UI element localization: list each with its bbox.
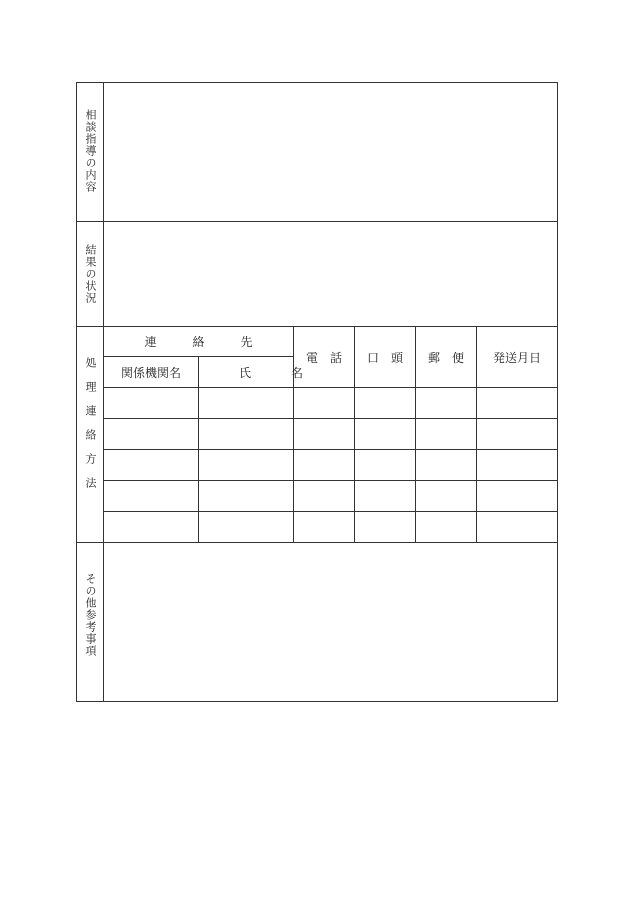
other-notes-field[interactable]	[104, 543, 558, 702]
name-cell[interactable]	[199, 450, 294, 481]
send-date-cell[interactable]	[477, 450, 558, 481]
table-row	[77, 388, 558, 419]
result-status-label: 結果の状況	[84, 244, 97, 304]
name-cell[interactable]	[199, 419, 294, 450]
verbal-cell[interactable]	[355, 512, 416, 543]
result-status-row	[77, 222, 558, 327]
phone-cell[interactable]	[294, 481, 355, 512]
other-notes-label: その他参考事項	[84, 573, 97, 657]
send-date-header: 発送月日	[477, 327, 558, 388]
verbal-cell[interactable]	[355, 419, 416, 450]
other-notes-label-cell	[77, 543, 104, 702]
phone-cell[interactable]	[294, 388, 355, 419]
mail-cell[interactable]	[416, 512, 477, 543]
handling-method-label: 処理連絡方法	[84, 357, 97, 501]
send-date-cell[interactable]	[477, 512, 558, 543]
mail-header: 郵便	[416, 327, 477, 388]
consultation-content-label: 相談指導の内容	[84, 109, 97, 193]
agency-cell[interactable]	[104, 450, 199, 481]
mail-cell[interactable]	[416, 481, 477, 512]
name-header: 氏名	[199, 357, 294, 388]
consultation-content-field[interactable]	[104, 83, 558, 222]
table-row	[77, 450, 558, 481]
mail-cell[interactable]	[416, 388, 477, 419]
verbal-cell[interactable]	[355, 481, 416, 512]
phone-cell[interactable]	[294, 450, 355, 481]
send-date-cell[interactable]	[477, 419, 558, 450]
verbal-cell[interactable]	[355, 388, 416, 419]
result-status-label-cell	[77, 222, 104, 327]
mail-cell[interactable]	[416, 450, 477, 481]
table-row	[77, 419, 558, 450]
mail-cell[interactable]	[416, 419, 477, 450]
phone-header: 電話	[294, 327, 355, 388]
agency-cell[interactable]	[104, 512, 199, 543]
contact-group-header: 連絡先	[104, 327, 294, 357]
agency-cell[interactable]	[104, 388, 199, 419]
result-status-field[interactable]	[104, 222, 558, 327]
table-row	[77, 512, 558, 543]
name-cell[interactable]	[199, 388, 294, 419]
agency-header: 関係機関名	[104, 357, 199, 388]
send-date-cell[interactable]	[477, 388, 558, 419]
name-cell[interactable]	[199, 481, 294, 512]
phone-cell[interactable]	[294, 512, 355, 543]
verbal-cell[interactable]	[355, 450, 416, 481]
consultation-content-row	[77, 83, 558, 222]
handling-method-label-cell	[77, 327, 104, 543]
table-row	[77, 481, 558, 512]
agency-cell[interactable]	[104, 481, 199, 512]
name-cell[interactable]	[199, 512, 294, 543]
consultation-content-label-cell	[77, 83, 104, 222]
other-notes-row	[77, 543, 558, 702]
verbal-header: 口頭	[355, 327, 416, 388]
consultation-form-table	[76, 82, 558, 702]
phone-cell[interactable]	[294, 419, 355, 450]
send-date-cell[interactable]	[477, 481, 558, 512]
contact-header-row-1	[77, 327, 558, 357]
agency-cell[interactable]	[104, 419, 199, 450]
